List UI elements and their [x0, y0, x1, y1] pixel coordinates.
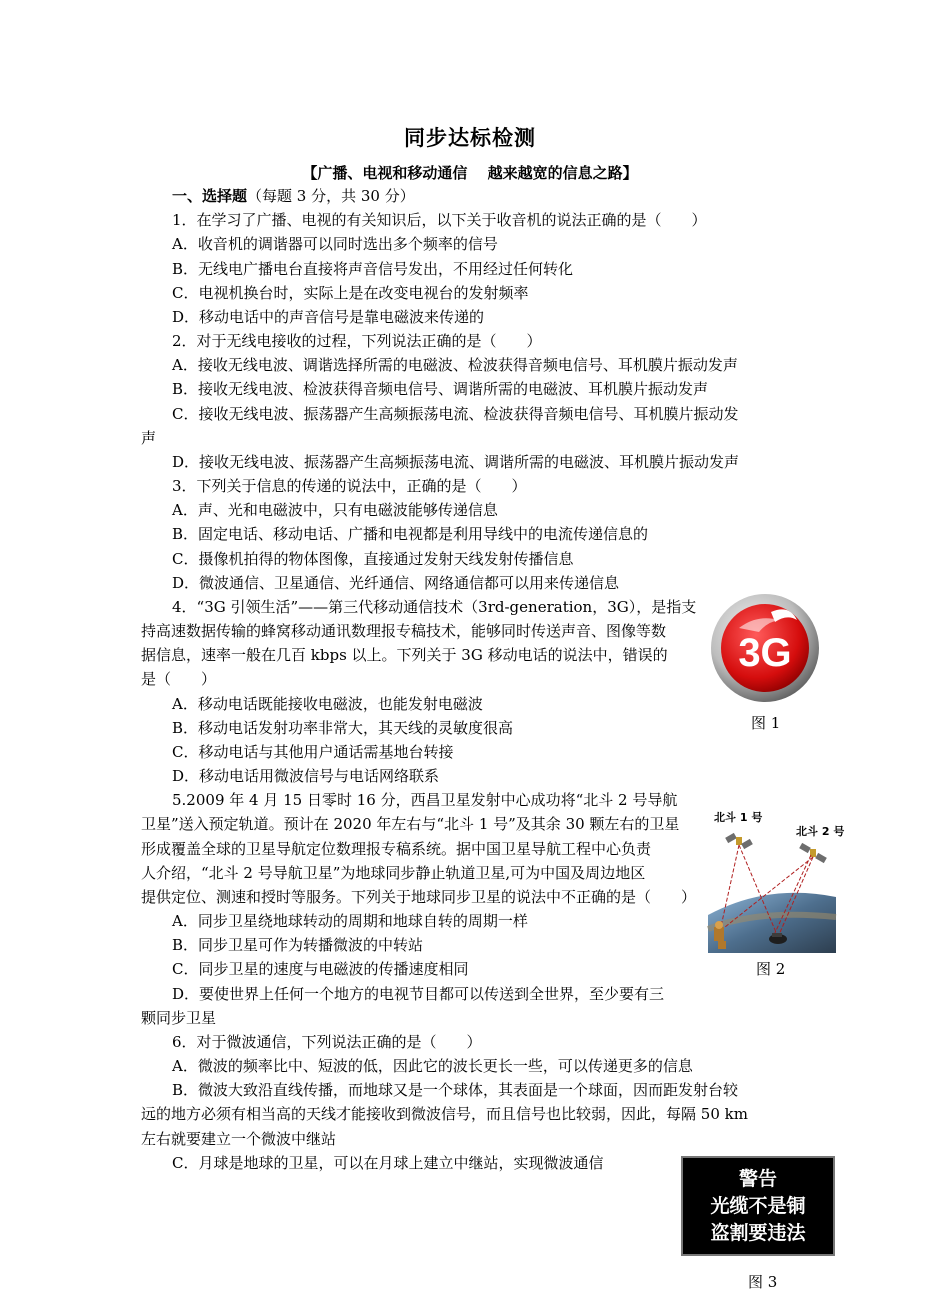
text-line: D．移动电话中的声音信号是靠电磁波来传递的 — [172, 308, 485, 326]
text-line: 颗同步卫星 — [141, 1009, 217, 1027]
text-line: D．要使世界上任何一个地方的电视节目都可以传送到全世界，至少要有三 — [172, 985, 665, 1003]
text-line: B．同步卫星可作为转播微波的中转站 — [172, 936, 424, 954]
text-line: 3．下列关于信息的传递的说法中，正确的是（ ） — [172, 477, 527, 495]
section-heading — [172, 186, 415, 206]
figure-3g-logo — [709, 592, 821, 704]
text-line: C．移动电话与其他用户通话需基地台转接 — [172, 743, 454, 761]
satellite-label-2: 北斗 2 号 — [796, 825, 845, 838]
text-line: A．同步卫星绕地球转动的周期和地球自转的周期一样 — [172, 912, 528, 930]
text-line: B．微波大致沿直线传播，而地球又是一个球体，其表面是一个球面，因而距发射台较 — [172, 1081, 739, 1099]
text-line: A．移动电话既能接收电磁波，也能发射电磁波 — [172, 695, 483, 713]
page-subtitle: 【广播、电视和移动通信 越来越宽的信息之路】 — [302, 164, 638, 182]
satellite-label-1: 北斗 1 号 — [714, 811, 763, 824]
text-line: A．接收无线电波、调谐选择所需的电磁波、检波获得音频电信号、耳机膜片振动发声 — [172, 356, 738, 374]
text-line: A．声、光和电磁波中，只有电磁波能够传递信息 — [172, 501, 498, 519]
text-line: B．接收无线电波、检波获得音频电信号、调谐所需的电磁波、耳机膜片振动发声 — [172, 380, 709, 398]
text-line: 4．“3G 引领生活”——第三代移动通信技术（3rd-generation，3G），是指支 — [172, 598, 697, 616]
sign-line: 盗割要违法 — [710, 1221, 806, 1244]
text-line: 持高速数据传输的蜂窝移动通讯数理报专稿技术，能够同时传送声音、图像等数 — [141, 622, 667, 640]
figure-satellite-diagram — [708, 805, 845, 953]
text-line: 提供定位、测速和授时等服务。下列关于地球同步卫星的说法中不正确的是（ ） — [141, 888, 697, 906]
text-line: 声 — [141, 429, 157, 447]
text-line: B．无线电广播电台直接将声音信号发出，不用经过任何转化 — [172, 260, 574, 278]
figure-2-caption: 图 2 — [756, 960, 786, 978]
text-line: 6．对于微波通信，下列说法正确的是（ ） — [172, 1033, 482, 1051]
text-line: B．移动电话发射功率非常大，其天线的灵敏度很高 — [172, 719, 514, 737]
section-note: （每题 3 分，共 30 分） — [247, 187, 415, 205]
text-line: 据信息，速率一般在几百 kbps 以上。下列关于 3G 移动电话的说法中，错误的 — [141, 646, 668, 664]
text-line: 1．在学习了广播、电视的有关知识后，以下关于收音机的说法正确的是（ ） — [172, 211, 707, 229]
text-line: 形成覆盖全球的卫星导航定位数理报专稿系统。据中国卫星导航工程中心负责 — [141, 840, 652, 858]
text-line: C．月球是地球的卫星，可以在月球上建立中继站，实现微波通信 — [172, 1154, 604, 1172]
text-line: C．摄像机拍得的物体图像，直接通过发射天线发射传播信息 — [172, 550, 574, 568]
text-line: D．接收无线电波、振荡器产生高频振荡电流、调谐所需的电磁波、耳机膜片振动发声 — [172, 453, 740, 471]
figure-3-caption: 图 3 — [748, 1273, 778, 1291]
text-line: 5.2009 年 4 月 15 日零时 16 分，西昌卫星发射中心成功将“北斗 2 号导航 — [172, 791, 678, 809]
text-line: 左右就要建立一个微波中继站 — [141, 1130, 337, 1148]
text-line: 是（ ） — [141, 670, 217, 688]
sign-line: 警告 — [738, 1167, 777, 1190]
text-line: 2．对于无线电接收的过程，下列说法正确的是（ ） — [172, 332, 542, 350]
text-line: D．移动电话用微波信号与电话网络联系 — [172, 767, 440, 785]
text-line: 人介绍，“北斗 2 号导航卫星”为地球同步静止轨道卫星,可为中国及周边地区 — [141, 864, 646, 882]
text-line: B．固定电话、移动电话、广播和电视都是利用导线中的电流传递信息的 — [172, 525, 649, 543]
figure-1-caption: 图 1 — [751, 714, 781, 732]
text-line: 卫星”送入预定轨道。预计在 2020 年左右与“北斗 1 号”及其余 30 颗左右的卫星 — [141, 815, 680, 833]
warning-sign — [681, 1156, 835, 1256]
text-line: A．收音机的调谐器可以同时选出多个频率的信号 — [172, 235, 498, 253]
text-line: C．电视机换台时，实际上是在改变电视台的发射频率 — [172, 284, 529, 302]
sign-line: 光缆不是铜 — [710, 1194, 806, 1217]
text-line: C．接收无线电波、振荡器产生高频振荡电流、检波获得音频电信号、耳机膜片振动发 — [172, 405, 739, 423]
text-line: D．微波通信、卫星通信、光纤通信、网络通信都可以用来传递信息 — [172, 574, 620, 592]
logo-text: 3G — [738, 631, 792, 675]
text-line: A．微波的频率比中、短波的低，因此它的波长更长一些，可以传递更多的信息 — [172, 1057, 693, 1075]
section-label: 一、选择题 — [172, 187, 248, 205]
text-line: 远的地方必须有相当高的天线才能接收到微波信号，而且信号也比较弱，因此，每隔 50 km — [141, 1105, 748, 1123]
page-title: 同步达标检测 — [404, 125, 536, 150]
text-line: C．同步卫星的速度与电磁波的传播速度相同 — [172, 960, 469, 978]
